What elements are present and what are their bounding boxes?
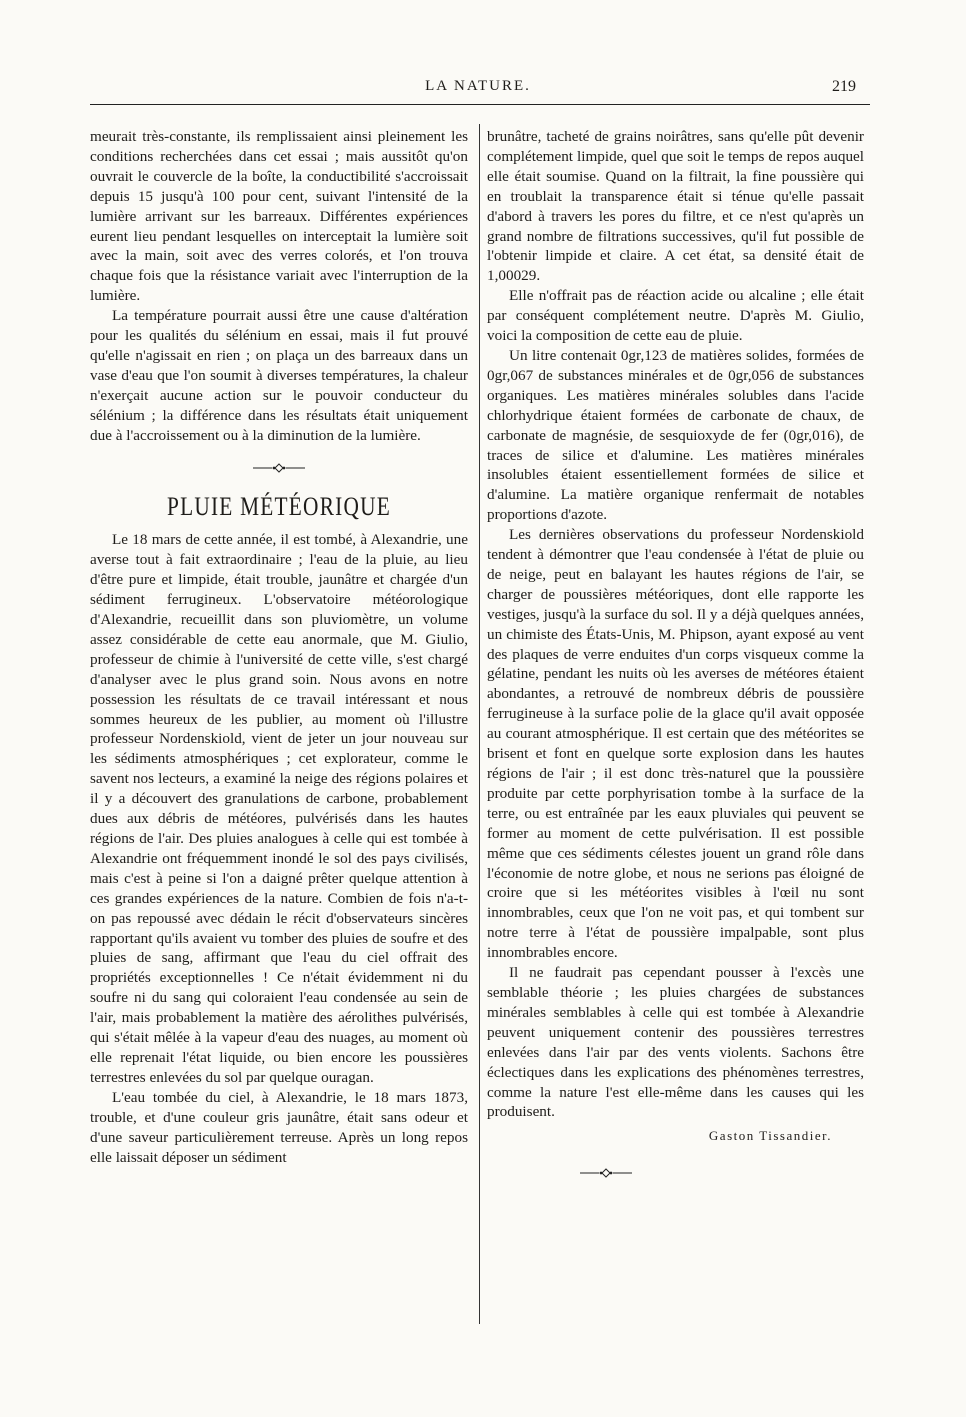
author-signature: Gaston Tissandier. xyxy=(708,1128,832,1144)
running-title: LA NATURE. xyxy=(425,78,531,94)
paragraph: meurait très-constante, ils remplissaient ainsi pleinement les conditions recherchées dans cet essai ; mais aussitôt qu'on ouvrait le couvercle de la boîte, la conductibilité s'accroissait depuis 15 jusqu'à 100 pour cent, suivant l'intensité de la lumière arrivant sur les barreaux. Différentes expériences eurent lieu pendant lesquelles on interceptait la lumière soit avec la main, soit avec des verres colorés, et l'on trouva chaque fois que la résistance variait avec l'interruption de la lumière. xyxy=(90,128,468,305)
paragraph: Un litre contenait 0gr,123 de matières solides, formées de 0gr,067 de substances minérales et de 0gr,056 de substances organiques. Les matières minérales solubles dans l'acide chlorhydrique étaient formées de carbonate de chaux, de carbonate de magnésie, de sesquioxyde de fer (0gr,016), de traces de silice et d'alumine. Les matières minérales insolubles étaient essentiellement formées de silice et d'alumine. La matière organique renfermait de notables proportions d'azote. xyxy=(487,346,864,524)
right-column xyxy=(487,127,864,1198)
header-rule xyxy=(90,104,870,105)
page-number: 219 xyxy=(832,78,856,95)
column-divider xyxy=(479,124,480,1324)
ornament-icon xyxy=(251,463,307,473)
ornament-divider xyxy=(487,1164,864,1184)
paragraph: Il ne faudrait pas cependant pousser à l'excès une semblable théorie ; les pluies chargées de substances minérales semblables à celle qui est tombée à Alexandrie peuvent uniquement contenir des poussières terrestres enlevées dans l'air par des vents violents. Sachons être éclectiques dans les explications des phénomènes terrestres, comme la nature l'est elle-même dans les causes qui les produisent. xyxy=(487,964,864,1121)
paragraph: Le 18 mars de cette année, il est tombé, à Alexandrie, une averse tout à fait extraordinaire ; l'eau de la pluie, au lieu d'être pure et limpide, était trouble, jaunâtre et chargée d'un sédiment ferrugineux. L'observatoire météorologique d'Alexandrie, recueillit dans son pluviomètre, un volume assez considérable de cette eau anormale, que M. Giulio, professeur de chimie à l'université de cette ville, s'est chargé d'analyser avec le plus grand soin. Nous avons en notre possession les résultats de ce travail intéressant et nous sommes heureux de les publier, au moment où l'illustre professeur Nordenskiold, vient de jeter un jour nouveau sur les sédiments atmosphériques ; cet explorateur, comme le savent nos lecteurs, a examiné la neige des régions polaires et il y a découvert des granulations de carbone, probablement dues aux débris de météores, pulvérisés dans les hautes régions de l'air. Des pluies analogues à celle qui est tombée à Alexandrie ont fréquemment inondé le sol des pays civilisés, mais c'est à peine si l'on a daigné prêter quelque attention à ces grandes expériences de la nature. Combien de fois n'a-t-on pas repoussé avec dédain le récit d'observateurs sincères rapportant qu'ils avaient vu tomber des pluies de soufre et des pluies de sang, affirmant que l'eau du ciel offrait des propriétés exceptionnelles ! Ce n'était évidemment ni du soufre ni du sang qui coloraient l'eau condensée au sein de l'air, mais probablement la matière des aérolithes pulvérisés, qui s'était mêlée à la vapeur d'eau des nuages, au moment où elle reprenait l'état liquide, ou bien encore les poussières terrestres enlevées du sol par quelque ouragan. xyxy=(90,531,468,1086)
page-header xyxy=(90,78,866,102)
ornament-divider xyxy=(90,459,468,479)
paragraph: Les dernières observations du professeur Nordenskiold tendent à démontrer que l'eau condensée à l'état de pluie ou de neige, peut en balayant les hautes régions de l'air, se charger de poussières météoriques, dont elle rapporte les vestiges, jusqu'à la surface du sol. Il y a déjà quelques années, un chimiste des États-Unis, M. Phipson, ayant exposé au vent des plaques de verre enduites d'un corps visqueux comme la gélatine, pendant les nuits où les averses de météores étaient abondantes, a retrouvé de nombreux débris de poussière ferrugineuse à la surface polie de la glace qu'il avait opposée au courant atmosphérique. Il est certain que des météorites se brisent et font en quelque sorte explosion dans les hautes régions de l'air ; il est donc très-naturel que la poussière produite par cette porphyrisation tombe à la surface de la terre, ou est entraînée par les eaux pluviales qui peuvent se former au moment de cette pulvérisation. Il est possible même que ces sédiments célestes jouent un grand rôle dans l'économie de notre globe, et nous ne serions pas éloigné de croire que si les météorites visibles à l'œil nu sont innombrables, ceux que l'on ne voit pas, et qui tombent sur notre terre à l'état de poussière impalpable, sont plus innombrables encore. xyxy=(487,526,864,962)
left-column xyxy=(90,127,468,1167)
ornament-icon xyxy=(578,1168,634,1178)
paragraph: L'eau tombée du ciel, à Alexandrie, le 18 mars 1873, trouble, et d'une couleur gris jaunâtre, était sans odeur et d'une saveur particulièrement terreuse. Après un long repos elle laissait déposer un sédiment xyxy=(90,1088,468,1166)
section-title: PLUIE MÉTÉORIQUE xyxy=(167,492,391,522)
paragraph: Elle n'offrait pas de réaction acide ou alcaline ; elle était par conséquent complétement neutre. D'après M. Giulio, voici la composition de cette eau de pluie. xyxy=(487,287,864,345)
paragraph: brunâtre, tacheté de grains noirâtres, sans qu'elle pût devenir complétement limpide, quel que soit le temps de repos auquel elle était soumise. Quand on la filtrait, la fine poussière qui en troublait la transparence était si ténue qu'elle passait d'abord à travers les pores du filtre, et ce n'est qu'après un grand nombre de filtrations successives, qu'il fut possible de l'obtenir limpide et claire. A cet état, sa densité était de 1,00029. xyxy=(487,128,864,285)
paragraph: La température pourrait aussi être une cause d'altération pour les qualités du sélénium en essai, mais il fut prouvé qu'elle n'agissait en rien ; on plaça un des barreaux dans un vase d'eau que l'on soumit à diverses températures, la chaleur n'exerçait aucune action sur le pouvoir conducteur du sélénium ; la différence dans les résultats était uniquement due à l'accroissement ou à la diminution de la lumière. xyxy=(90,307,468,444)
